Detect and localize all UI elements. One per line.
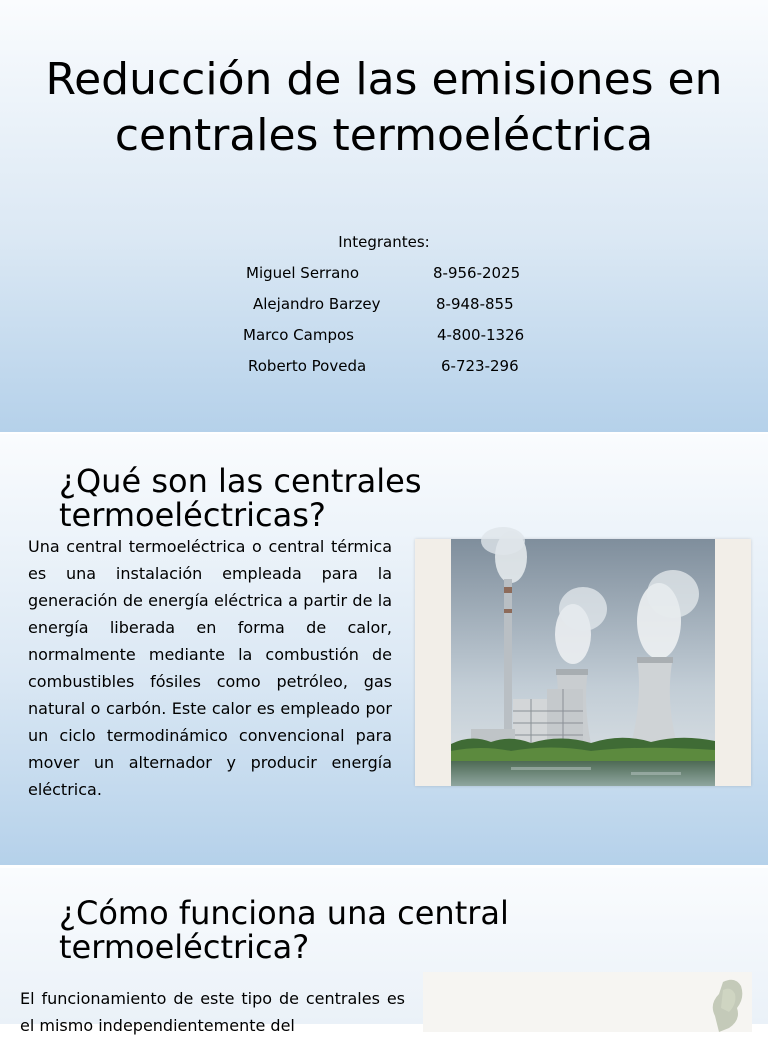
member-id: 6-723-296: [441, 357, 519, 375]
operation-diagram-image: [423, 972, 752, 1032]
member-name: Marco Campos: [243, 326, 354, 344]
member-name: Alejandro Barzey: [253, 295, 381, 313]
member-id: 4-800-1326: [437, 326, 525, 344]
heading-line: termoeléctrica?: [59, 928, 310, 966]
member-name: Roberto Poveda: [248, 357, 367, 375]
operation-slide: [0, 868, 768, 1035]
definition-paragraph: Una central termoeléctrica o central térmica es una instalación empleada para la generación de energía eléctrica a partir de la energía liberada en forma de calor, normalmente mediante la combustión de combustibles fósiles como petróleo, gas natural o carbón. Este calor es empleado por un ciclo termodinámico convencional para mover un alternador y producir energía eléctrica.: [28, 537, 392, 799]
power-plant-illustration: [451, 539, 715, 786]
operation-illustration: [423, 972, 752, 1032]
slide-heading: [59, 896, 509, 964]
title-slide: [0, 0, 768, 432]
power-plant-photo: [415, 539, 751, 786]
member-id: 8-956-2025: [433, 264, 521, 282]
member-name: Miguel Serrano: [246, 264, 359, 282]
heading-line: ¿Qué son las centrales: [59, 462, 422, 500]
heading-line: ¿Cómo funciona una central: [59, 894, 509, 932]
heading-line: termoeléctricas?: [59, 496, 326, 534]
presentation-title: Reducción de las emisiones en centrales termoeléctrica: [45, 54, 723, 161]
members-label: Integrantes:: [338, 233, 430, 251]
operation-paragraph: El funcionamiento de este tipo de centrales es el mismo independientemente del: [20, 989, 405, 1035]
member-id: 8-948-855: [436, 295, 514, 313]
definition-slide: [0, 434, 768, 865]
slide-heading: [59, 464, 421, 532]
